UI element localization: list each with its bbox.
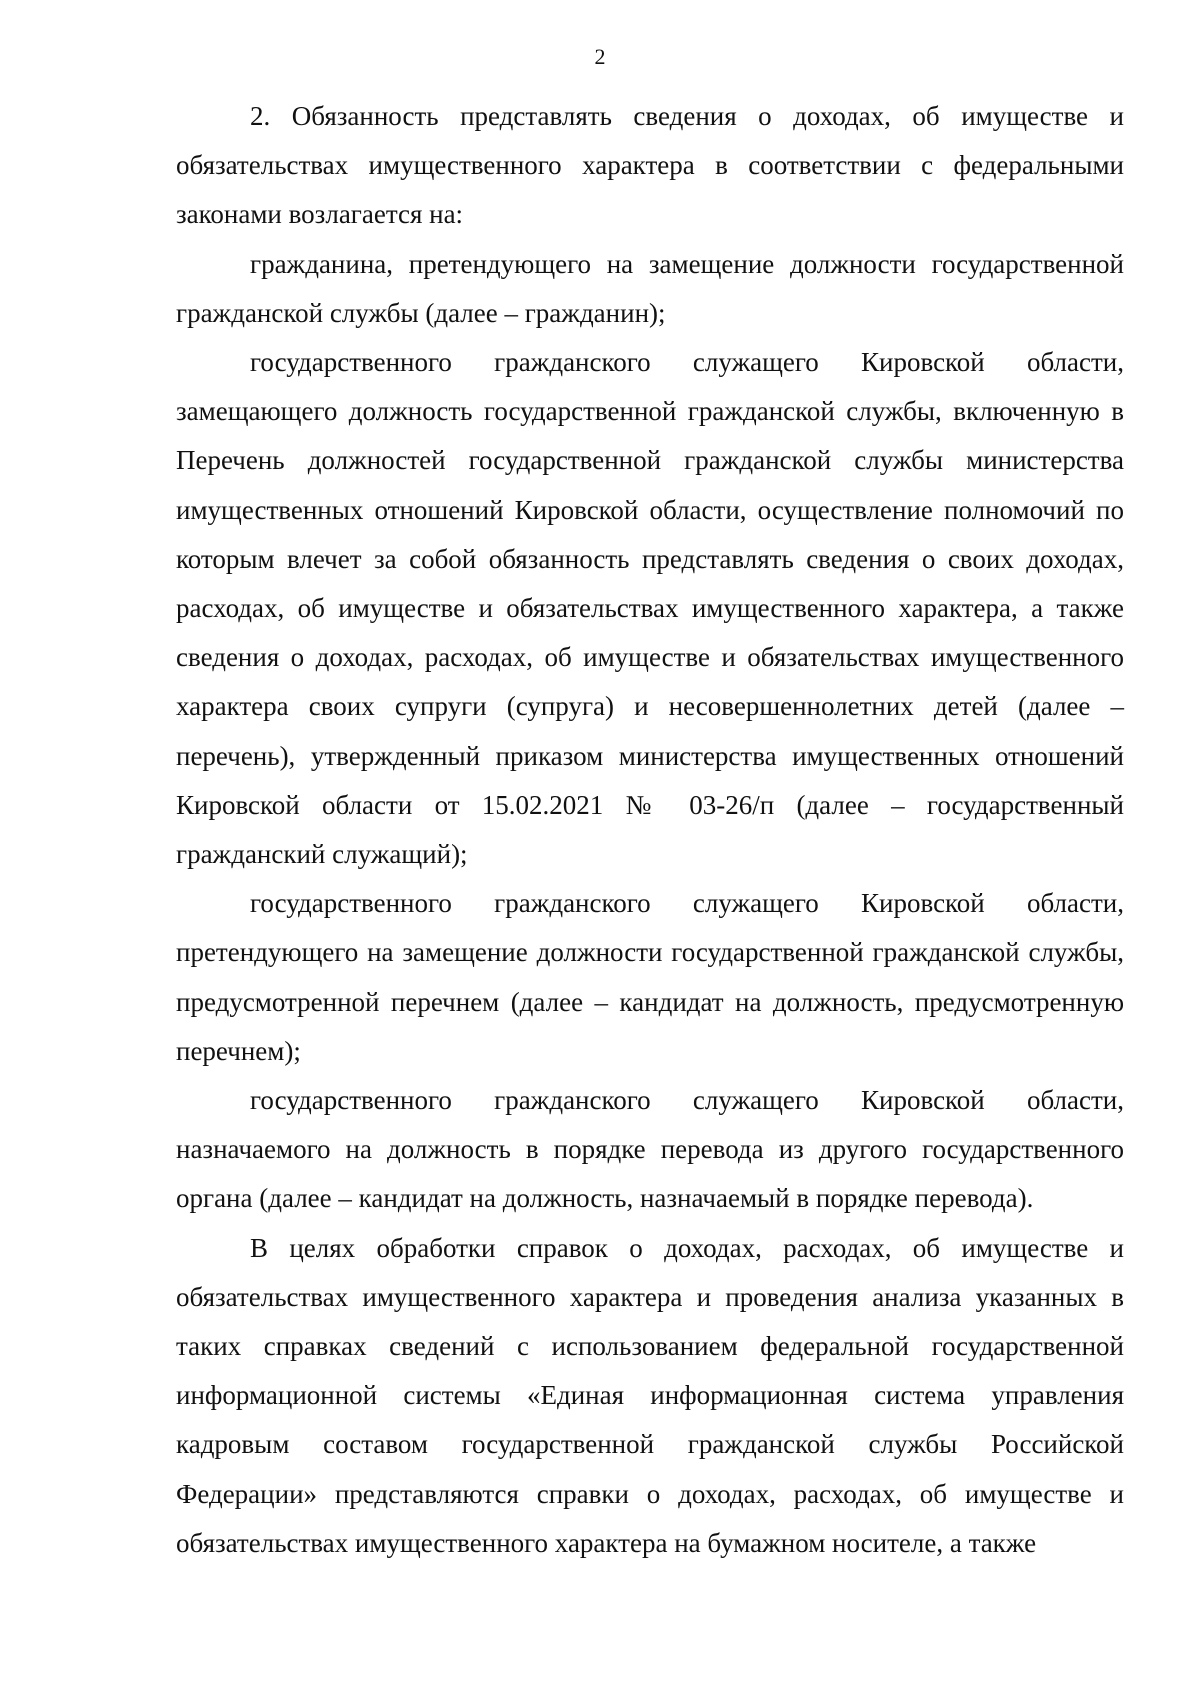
paragraph-candidate-position: государственного гражданского служащего Кировской области, претендующего на замещение должности государственной гражданской службы, предусмотренной перечнем (далее – кандидат на должность, предусмотренную перечнем); bbox=[176, 888, 1124, 1066]
document-body bbox=[176, 92, 1124, 1568]
paragraph-civil-servant: государственного гражданского служащего Кировской области, замещающего должность государственной гражданской службы, включенную в Перечень должностей государственной гражданской службы министерства имущественных отношений Кировской области, осуществление полномочий по которым влечет за собой обязанность представлять сведения о своих доходах, расходах, об имуществе и обязательствах имущественного характера, а также сведения о доходах, расходах, об имуществе и обязательствах имущественного характера своих супруги (супруга) и несовершеннолетних детей (далее – перечень), утвержденный приказом министерства имущественных отношений Кировской области от 15.02.2021 № 03-26/п (далее – государственный гражданский служащий); bbox=[176, 347, 1124, 870]
paragraph-citizen: гражданина, претендующего на замещение должности государственной гражданской службы (далее – гражданин); bbox=[176, 248, 1124, 328]
paragraph-obligation-intro: 2. Обязанность представлять сведения о доходах, об имуществе и обязательствах имущественного характера в соответствии с федеральными законами возлагается на: bbox=[176, 101, 1124, 230]
paragraph-candidate-transfer: государственного гражданского служащего Кировской области, назначаемого на должность в порядке перевода из другого государственного органа (далее – кандидат на должность, назначаемый в порядке перевода). bbox=[176, 1085, 1124, 1214]
page-number: 2 bbox=[594, 44, 606, 69]
paragraph-processing: В целях обработки справок о доходах, расходах, об имуществе и обязательствах имущественного характера и проведения анализа указанных в таких справках сведений с использованием федеральной государственной информационной системы «Единая информационная система управления кадровым составом государственной гражданской службы Российской Федерации» представляются справки о доходах, расходах, об имуществе и обязательствах имущественного характера на бумажном носителе, а также bbox=[176, 1232, 1124, 1558]
